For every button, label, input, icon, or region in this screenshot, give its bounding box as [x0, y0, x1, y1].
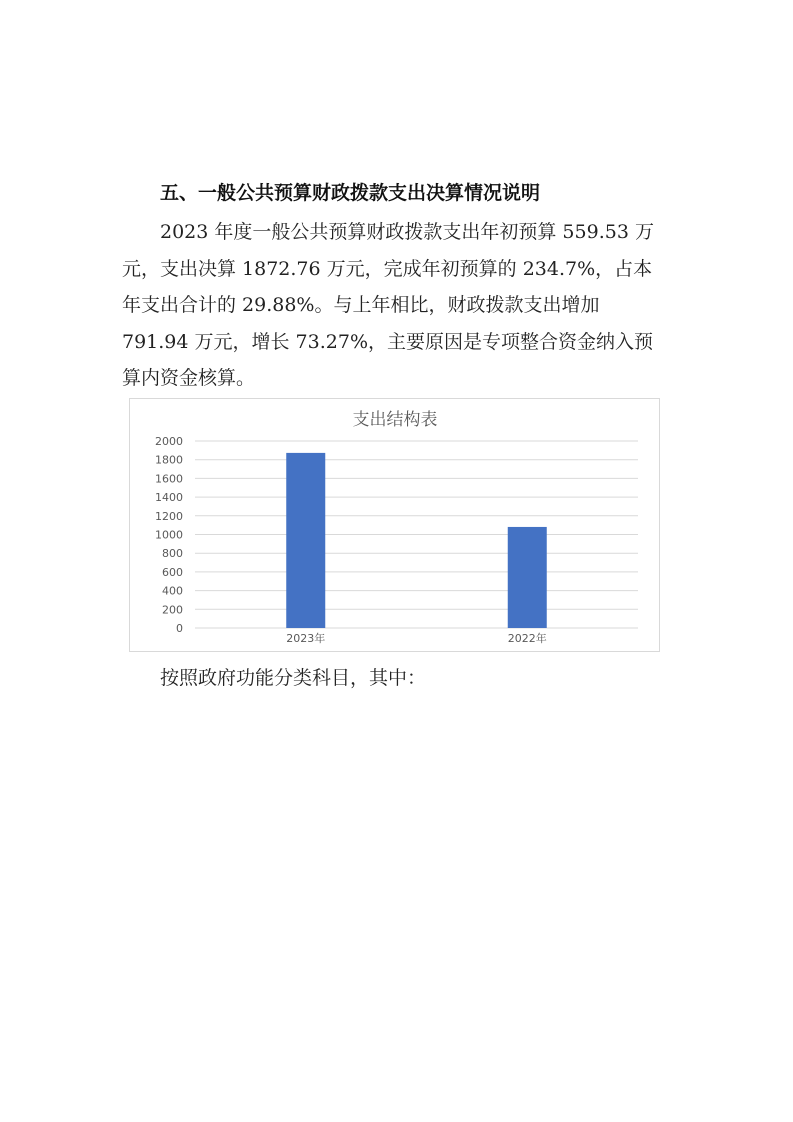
y-tick-label: 1800 [155, 453, 183, 467]
expenditure-chart [129, 398, 660, 652]
chart-bars [286, 453, 547, 628]
x-tick-label: 2023年 [286, 632, 326, 645]
y-tick-label: 1600 [155, 472, 183, 486]
chart-canvas [130, 399, 661, 653]
y-tick-label: 1000 [155, 528, 183, 542]
y-tick-label: 200 [162, 603, 183, 617]
y-tick-label: 0 [176, 622, 183, 635]
section-paragraph: 2023 年度一般公共预算财政拨款支出年初预算 559.53 万元，支出决算 1872.76 万元，完成年初预算的 234.7%，占本年支出合计的 29.88%。与上年相比，财政拨款支出增加 791.94 万元，增长 73.27%，主要原因是专项整合资金纳入预算内资金核算。 [122, 221, 654, 390]
bar-2023年 [286, 453, 325, 628]
chart-gridlines [195, 441, 638, 628]
y-tick-label: 400 [162, 584, 183, 598]
chart-title: 支出结构表 [352, 410, 438, 430]
chart-y-axis [155, 435, 183, 635]
closing-line: 按照政府功能分类科目，其中： [160, 667, 427, 689]
y-tick-label: 1400 [155, 491, 183, 505]
x-tick-label: 2022年 [507, 632, 547, 645]
y-tick-label: 1200 [155, 509, 183, 523]
bar-2022年 [508, 527, 547, 628]
y-tick-label: 800 [162, 547, 183, 561]
y-tick-label: 600 [162, 565, 183, 579]
chart-x-axis [286, 631, 547, 645]
y-tick-label: 2000 [155, 435, 183, 448]
section-heading: 五、一般公共预算财政拨款支出决算情况说明 [160, 182, 541, 204]
